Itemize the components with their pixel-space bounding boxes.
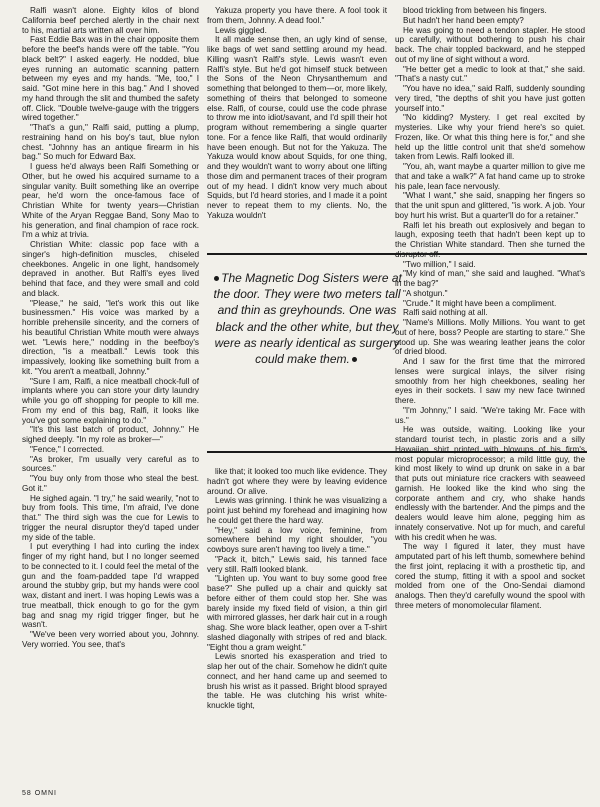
paragraph: "You have no idea," said Ralfi, suddenly sounding very tired, "the depths of shit you have just gotten yourself into."	[395, 84, 585, 113]
paragraph: "It's this last batch of product, Johnny." He sighed deeply. "In my role as broker—"	[22, 425, 199, 444]
paragraph: "You buy only from those who steal the best. Got it."	[22, 474, 199, 493]
pull-quote	[212, 270, 402, 367]
paragraph: I guess he'd always been Ralfi Something or Other, but he owed his acquired surname to a singular vanity. Built something like an overripe pear, he'd worn the once-famous face of Christian White for twenty years—Christian White of the Aryan Reggae Band, Sony Mao to his generation, and final champion of race rock. I'm a whiz at trivia.	[22, 162, 199, 240]
column-3	[395, 6, 585, 786]
paragraph: "Crude." It might have been a compliment.	[403, 298, 557, 308]
paragraph: "Hey," said a low voice, feminine, from somewhere behind my right shoulder, "you cowboys sure aren't having too lively a time."	[207, 525, 387, 554]
paragraph: The way I figured it later, they must have amputated part of his left thumb, somewhere behind the first joint, replacing it with a prosthetic tip, and cored the stump, fitting it with a spool and socket molded from one of the Ono-Sendai diamond analogs. Then they'd carefully wound the spool with three meters of monomolecular filament.	[395, 542, 585, 610]
paragraph: "He better get a medic to look at that," she said. "That's a nasty cut."	[395, 64, 585, 84]
paragraph: blood trickling from between his fingers.	[403, 6, 547, 15]
paragraph: But hadn't her hand been empty?	[403, 15, 524, 25]
paragraph: Lewis snorted his exasperation and tried to slap her out of the chair. Somehow he didn't quite connect, and her hand came up and seemed to brush his wrist as it passed. Bright blood sprayed the table. He was clutching his wrist white-knuckle tight,	[207, 652, 387, 710]
paragraph: Ralfi said nothing at all.	[403, 308, 488, 318]
paragraph: "Sure I am, Ralfi, a nice meatball chock-full of implants where you can store your dirty laundry while you go off shopping for people to kill me. From my end of this bag, Ralfi, it looks like you've got some explaining to do."	[22, 376, 199, 425]
paragraph: "No kidding? Mystery. I get real excited by mysteries. Like why your friend here's so quiet. Frozen, like. Or what this thing here is for," and she held up the little control unit that she'd somehow taken from Lewis. Ralfi looked ill.	[395, 113, 585, 162]
column-2-top	[207, 6, 387, 248]
bullet-icon	[214, 276, 219, 281]
paragraph: "Name's Millions. Molly Millions. You want to get out of here, boss? People are starting to stare." She stood up. She was wearing leather jeans the color of dried blood.	[395, 318, 585, 357]
paragraph: Ralfi wasn't alone. Eighty kilos of blond California beef perched alertly in the chair next to his, martial arts written all over him.	[22, 6, 199, 35]
paragraph: "We've been very worried about you, Johnny. Very worried. You see, that's	[22, 630, 199, 649]
paragraph: It all made sense then, an ugly kind of sense, like bags of wet sand settling around my head. Killing wasn't Ralfi's style. Lewis wasn't even Ralfi's style. But he'd got himself stuck between the Sons of the Neon Chrysanthemum and something that belonged to them—or, more likely, something of theirs that belonged to someone else. Ralfi, of course, could use the code phrase to throw me into idiot/savant, and I'd spill their hot program without remembering a single quarter tone. For a fence like Ralfi, that would ordinarily have been enough. But not for the Yakuza. The Yakuza would know about Squids, for one thing, and they wouldn't want to worry about one lifting those dim and permanent traces of their program out of my head. I didn't know very much about Squids, but I'd heard stories, and I made it a point never to repeat them to my clients. No, the Yakuza wouldn't	[207, 35, 387, 220]
paragraph: "Two million," I said.	[403, 259, 476, 269]
paragraph: "My kind of man," she said and laughed. "What's in the bag?"	[395, 269, 585, 288]
paragraph: He was going to need a tendon stapler. He stood up carefully, without bothering to push his chair back. The chair toppled backward, and he stepped out of my line of sight without a word.	[395, 25, 585, 64]
paragraph: "Lighten up. You want to buy some good free base?" She pulled up a chair and quickly sat before either of them could stop her. She was barely inside my fixed field of vision, a thin girl with mirrored glasses, her dark hair cut in a rough shag. She wore black leather, open over a T-shirt slashed diagonally with stripes of red and black. "Eight thou a gram weight."	[207, 574, 387, 652]
paragraph: "Please," he said, "let's work this out like businessmen." His voice was marked by a horrible prehensile sincerity, and the corners of his beautiful Christian White mouth were always wet. "Lewis here," nodding in the beefboy's direction, "is a meatball." Lewis took this impassively, looking like something built from a kit. "You aren't a meatball, Johnny."	[22, 298, 199, 376]
paragraph: "As broker, I'm usually very careful as to sources."	[22, 454, 199, 474]
paragraph: He was outside, waiting. Looking like your standard tourist tech, in plastic zoris and a silly Hawaiian shirt printed with blowups of his firm's most popular microprocessor; a mild little guy, the kind most likely to wind up drunk on sake in a bar that puts out miniature rice crackers with seaweed garnish. He looked like the kind who sing the corporate anthem and cry, who shake hands endlessly with the bartender. And the pimps and the dealers would leave him alone, pegging him as innately conservative. Not up for much, and careful with his credit when he was.	[395, 425, 585, 542]
column-2-bottom	[207, 467, 387, 787]
paragraph: "I'm Johnny," I said. "We're taking Mr. Face with us."	[395, 405, 585, 425]
paragraph: Ralfi let his breath out explosively and began to laugh, exposing teeth that hadn't been kept up to the Christian White standard. Then she turned the disruptor off.	[395, 220, 585, 259]
paragraph: I put everything I had into curling the index finger of my right hand, but I no longer seemed to be connected to it. I could feel the metal of the gun and the foam-padded tape I'd wrapped around the stubby grip, but my hands were cool wax, distant and inert. I was hoping Lewis was a true meatball, thick enough to go for the gym bag and snag my rigid trigger finger, but he wasn't.	[22, 542, 199, 630]
paragraph: like that; it looked too much like evidence. They hadn't got where they were by leaving evidence around. Or alive.	[207, 467, 387, 496]
paragraph: Lewis giggled.	[215, 25, 267, 35]
paragraph: "That's a gun," Ralfi said, putting a plump, restraining hand on his boy's taut, blue nylon chest. "Johnny has an antique firearm in his bag." So much for Edward Bax.	[22, 123, 199, 162]
pull-quote-text: The Magnetic Dog Sisters were at the door. They were two meters tall and thin as greyhounds. One was black and the other white, but they were as nearly identical as surgery could make them.	[213, 271, 402, 367]
paragraph: "What I want," she said, snapping her fingers so that the unit spun and glittered, "is work. A job. Your boy hurt his wrist. But a quarter'll do for a retainer."	[395, 191, 585, 220]
page-folio: 58 OMNI	[22, 790, 58, 797]
paragraph: Christian White: classic pop face with a singer's high-definition muscles, chiseled cheekbones. Angelic in one light, handsomely depraved in another. But Ralfi's eyes lived behind that face, and they were small and cold and black.	[22, 240, 199, 298]
paragraph: "Pack it, bitch," Lewis said, his tanned face very still. Ralfi looked blank.	[207, 554, 387, 574]
paragraph: Fast Eddie Bax was in the chair opposite them before the beef's hands were off the table. "You black belt?" I asked eagerly. He nodded, blue eyes running an automatic scanning pattern between my eyes and my hands. "Me, too," I said. "Got mine here in this bag." And I shoved my hand through the slit and thumbed the safety off. Click. "Double twelve-gauge with the triggers wired together."	[22, 35, 199, 123]
paragraph: And I saw for the first time that the mirrored lenses were surgical inlays, the silver rising smoothly from her high cheekbones, sealing her eyes in their sockets. I saw my new face twinned there.	[395, 357, 585, 405]
paragraph: "A shotgun."	[403, 288, 448, 298]
paragraph: He sighed again. "I try," he said wearily, "not to buy from fools. This time, I'm afraid, I've done that." The third sigh was the cue for Lewis to trigger the neural disruptor they'd taped under my side of the table.	[22, 493, 199, 542]
paragraph: Yakuza property you have there. A fool took it from them, Johnny. A dead fool."	[207, 6, 387, 25]
paragraph: "You, ah, want maybe a quarter million to give me that and take a walk?" A fat hand came up to stroke his pale, lean face nervously.	[395, 162, 585, 191]
paragraph: Lewis was grinning. I think he was visualizing a point just behind my forehead and imagining how he could get there the hard way.	[207, 496, 387, 525]
column-1	[22, 6, 199, 786]
paragraph: "Fence," I corrected.	[30, 444, 105, 454]
bullet-icon	[352, 357, 357, 362]
